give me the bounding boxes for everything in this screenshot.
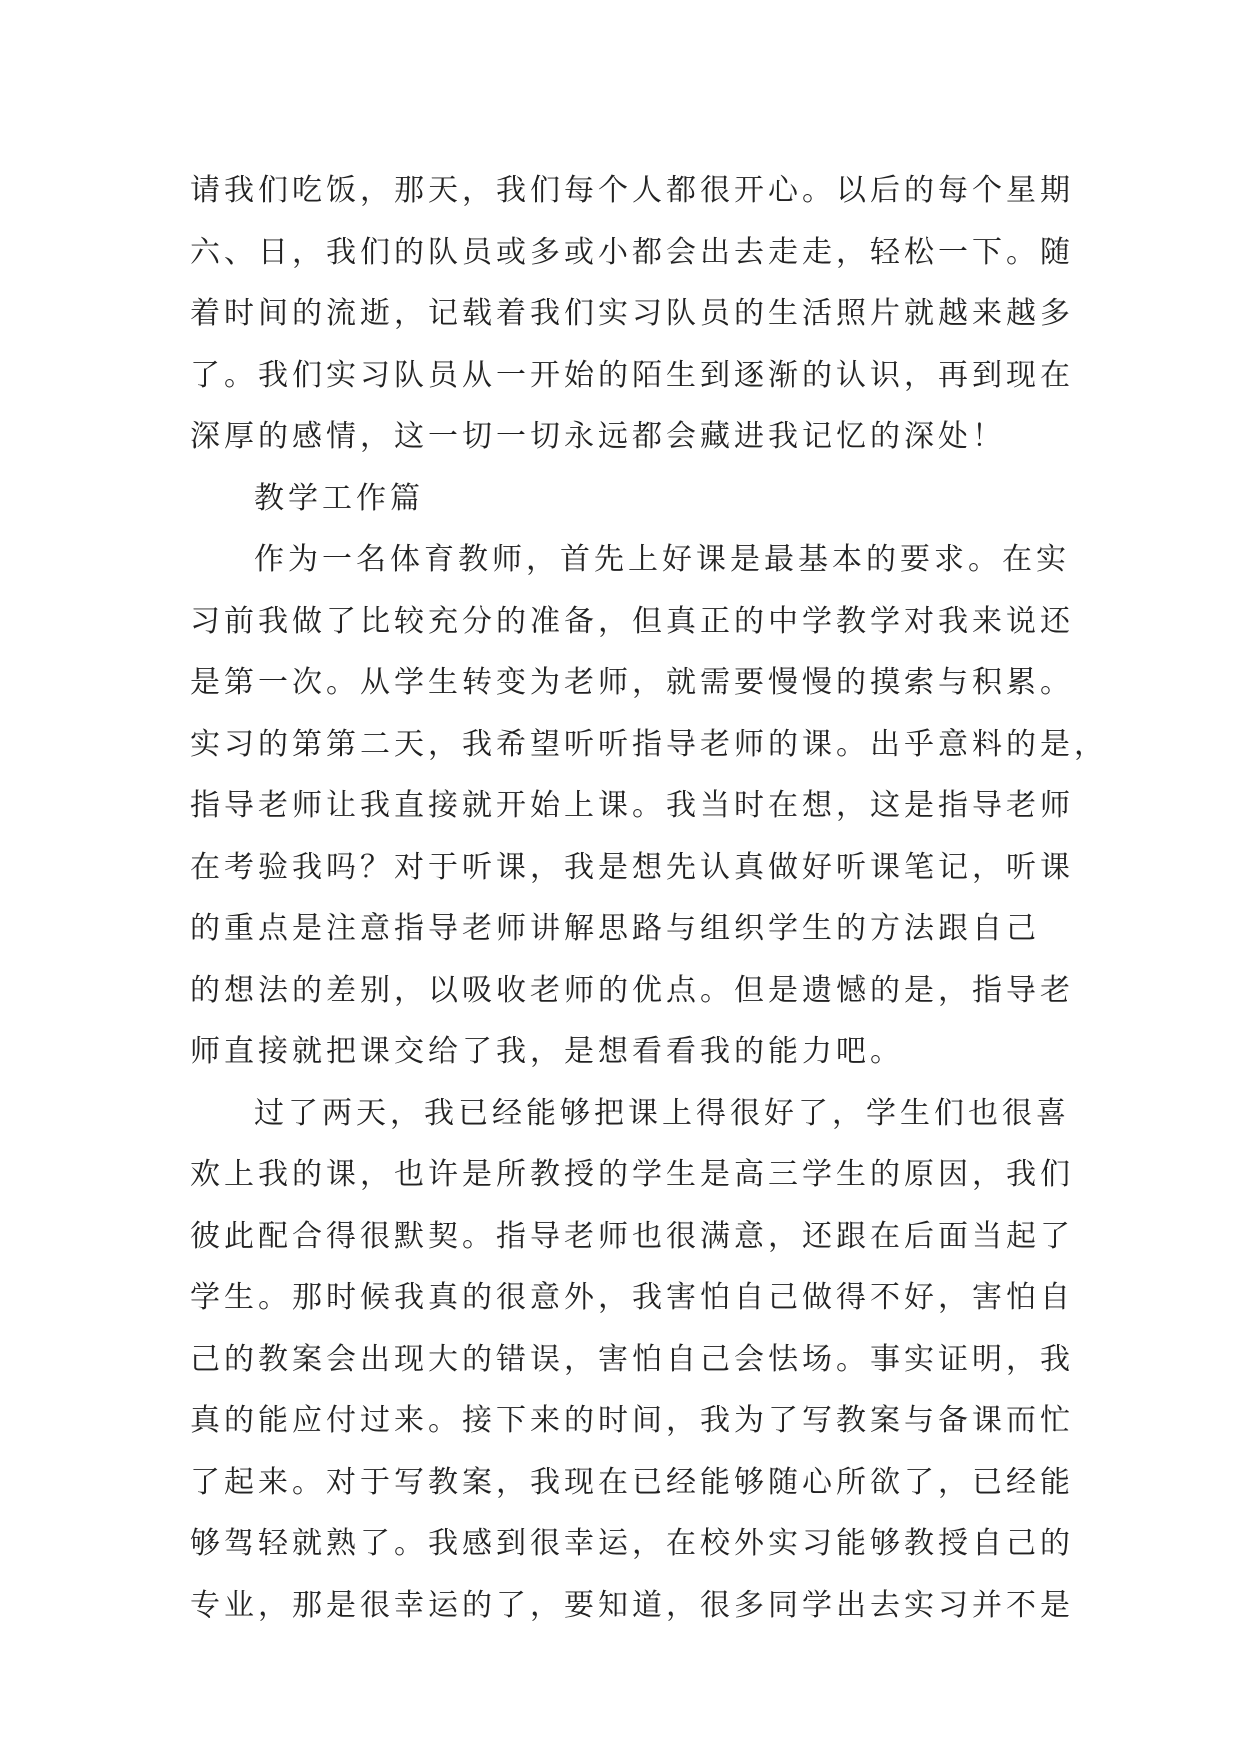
body-text (190, 160, 1108, 1636)
section-heading: 教学工作篇 (254, 480, 424, 516)
text-line: 深厚的感情，这一切一切永远都会藏进我记忆的深处！ (190, 419, 1006, 454)
text-line: 师直接就把课交给了我，是想看看我的能力吧。 (190, 1034, 904, 1069)
text-line: 够驾轻就熟了。我感到很幸运，在校外实习能够教授自己的 (190, 1526, 1074, 1561)
text-line: 专业，那是很幸运的了，要知道，很多同学出去实习并不是 (190, 1587, 1074, 1623)
text-line: 是第一次。从学生转变为老师，就需要慢慢的摸索与积累。 (190, 665, 1074, 700)
text-line: 着时间的流逝，记载着我们实习队员的生活照片就越来越多 (190, 296, 1074, 331)
text-line: 六、日，我们的队员或多或小都会出去走走，轻松一下。随 (190, 234, 1074, 270)
text-line: 请我们吃饭，那天，我们每个人都很开心。以后的每个星期 (190, 173, 1074, 208)
text-line: 欢上我的课，也许是所教授的学生是高三学生的原因，我们 (190, 1157, 1074, 1192)
text-line: 学生。那时候我真的很意外，我害怕自己做得不好，害怕自 (190, 1280, 1074, 1315)
text-line: 习前我做了比较充分的准备，但真正的中学教学对我来说还 (190, 603, 1074, 639)
text-line: 的重点是注意指导老师讲解思路与组织学生的方法跟自己 (190, 911, 1040, 946)
text-line: 作为一名体育教师，首先上好课是最基本的要求。在实 (254, 542, 1070, 577)
text-line: 己的教案会出现大的错误，害怕自己会怯场。事实证明，我 (190, 1341, 1074, 1377)
text-line: 了。我们实习队员从一开始的陌生到逐渐的认识，再到现在 (190, 357, 1074, 393)
text-line: 在考验我吗？对于听课，我是想先认真做好听课笔记，听课 (190, 849, 1074, 885)
text-line: 彼此配合得很默契。指导老师也很满意，还跟在后面当起了 (190, 1218, 1074, 1254)
text-line: 指导老师让我直接就开始上课。我当时在想，这是指导老师 (190, 788, 1074, 823)
text-line: 实习的第第二天，我希望听听指导老师的课。出乎意料的是， (190, 726, 1108, 762)
text-line: 了起来。对于写教案，我现在已经能够随心所欲了，已经能 (190, 1464, 1074, 1500)
text-line: 的想法的差别，以吸收老师的优点。但是遗憾的是，指导老 (190, 972, 1074, 1008)
text-line: 真的能应付过来。接下来的时间，我为了写教案与备课而忙 (190, 1403, 1074, 1438)
text-line: 过了两天，我已经能够把课上得很好了，学生们也很喜 (254, 1095, 1070, 1131)
